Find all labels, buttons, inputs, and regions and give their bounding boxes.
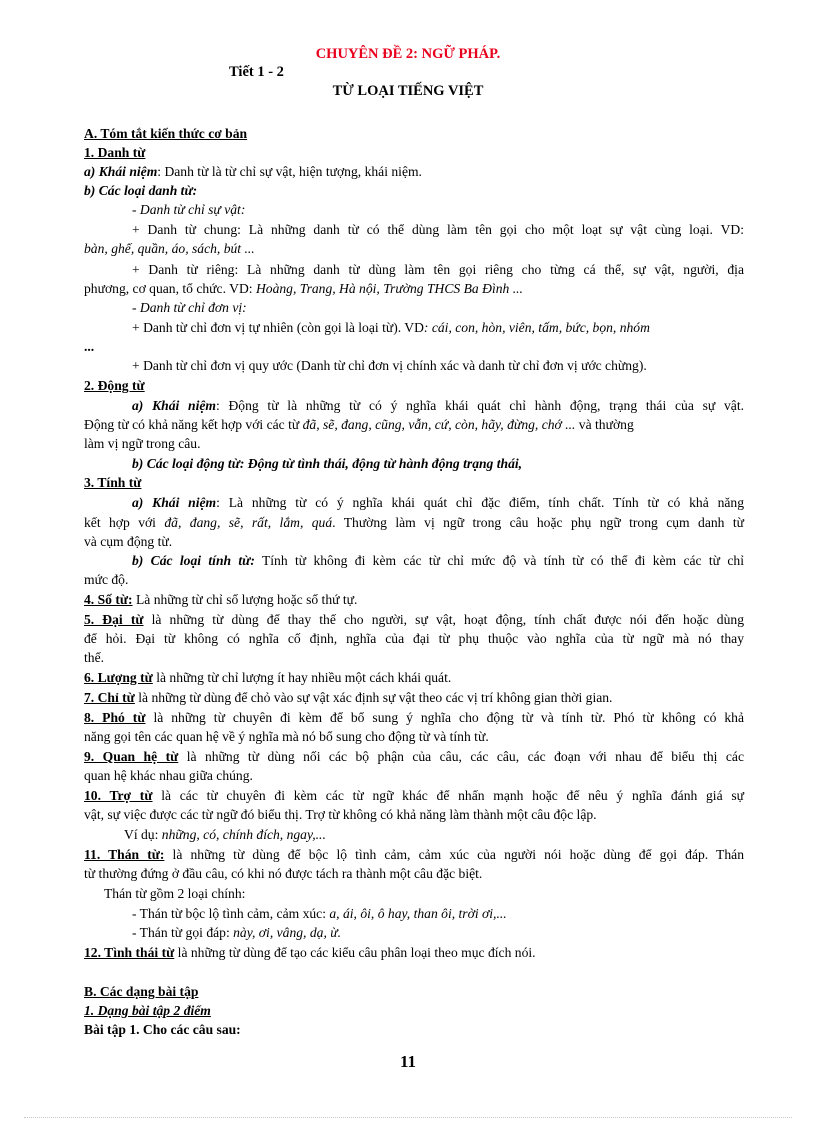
indicator-line: 7. Chỉ từ là những từ dùng để chỏ vào sự vật xác định sự vật theo các vị trí không gian thời gian. [84, 690, 613, 705]
adverb-line1: 8. Phó từ là những từ chuyên đi kèm để bổ sung ý nghĩa cho động từ và tính từ. Phó từ không có khả [84, 710, 744, 725]
interjection-line1: 11. Thán từ: là những từ dùng để bộc lộ tình cảm, cảm xúc của người nói hoặc dùng để gọi đáp. Thán [84, 847, 744, 862]
noun-concept: a) Khái niệm: Danh từ là từ chỉ sự vật, hiện tượng, khái niệm. [84, 164, 422, 179]
page-bottom-rule [24, 1117, 792, 1118]
particle-example: Ví dụ: những, có, chính đích, ngay,... [124, 827, 326, 842]
adjective-line1: a) Khái niệm: Là những từ có ý nghĩa khái quát chỉ đặc điểm, tính chất. Tính từ có khả năng [132, 495, 744, 510]
section-a-title: A. Tóm tắt kiến thức cơ bản [84, 126, 248, 141]
noun-conventional: + Danh từ chỉ đơn vị quy ước (Danh từ chỉ đơn vị chính xác và danh từ chỉ đơn vị ước chừng). [132, 358, 647, 373]
verb-types: b) Các loại động từ: Động từ tình thái, động từ hành động trạng thái, [132, 456, 523, 471]
relation-line1: 9. Quan hệ từ là những từ dùng nối các bộ phận của câu, các câu, các đoạn với nhau để biểu thị các [84, 749, 744, 764]
adjective-line2: kết hợp với đã, đang, sẽ, rất, lắm, quá. Thường làm vị ngữ trong câu hoặc phụ ngữ trong cụm danh từ [84, 515, 744, 530]
pronoun-line1: 5. Đại từ là những từ dùng để thay thế cho người, sự vật, hoạt động, tính chất được nói đến hoặc dùng [84, 612, 744, 627]
noun-common-line1: + Danh từ chung: Là những danh từ có thể dùng làm tên gọi cho một loạt sự vật cùng loại. VD: [132, 222, 744, 237]
pronoun-line3: thế. [84, 650, 105, 665]
modal-line: 12. Tình thái từ là những từ dùng để tạo các kiểu câu phân loại theo mục đích nói. [84, 945, 536, 960]
section-b-title: B. Các dạng bài tập [84, 984, 199, 999]
interjection-type2: - Thán từ gọi đáp: này, ơi, vâng, dạ, ừ. [132, 925, 342, 940]
main-title: TỪ LOẠI TIẾNG VIỆT [332, 83, 484, 99]
noun-heading: 1. Danh từ [84, 145, 146, 160]
noun-types-label: b) Các loại danh từ: [84, 183, 198, 198]
pronoun-line2: để hỏi. Đại từ không có nghĩa cố định, nghĩa của đại từ phụ thuộc vào nghĩa của từ ngữ mà nó thay [84, 631, 744, 646]
particle-line2: vật, sự việc được các từ ngữ đó biểu thị. Trợ từ không có khả năng làm thành một câu độc lập. [84, 807, 597, 822]
noun-proper-line2: phương, cơ quan, tổ chức. VD: Hoàng, Trang, Hà nội, Trường THCS Ba Đình ... [84, 281, 523, 296]
interjection-line3: Thán từ gồm 2 loại chính: [104, 886, 246, 901]
noun-common-line2: bàn, ghế, quần, áo, sách, bút ... [84, 241, 255, 256]
particle-line1: 10. Trợ từ là các từ chuyên đi kèm các từ ngữ khác để nhấn mạnh hoặc để nêu ý nghĩa đánh giá sự [84, 788, 744, 803]
noun-unit-label: - Danh từ chỉ đơn vị: [132, 300, 247, 315]
lesson-label: Tiết 1 - 2 [229, 64, 284, 80]
quantifier-line: 6. Lượng từ là những từ chỉ lượng ít hay nhiều một cách khái quát. [84, 670, 452, 685]
verb-line2: Động từ có khả năng kết hợp với các từ đã, sẽ, đang, cũng, vẫn, cứ, còn, hãy, đừng, chớ ... và thường [84, 417, 634, 432]
adverb-line2: năng gọi tên các quan hệ về ý nghĩa mà nó bổ sung cho động từ và tính từ. [84, 729, 489, 744]
noun-thing-label: - Danh từ chỉ sự vật: [132, 202, 246, 217]
adjective-types-line1: b) Các loại tính từ: Tính từ không đi kèm các từ chỉ mức độ và tính từ có thể đi kèm các từ chỉ [132, 553, 744, 568]
adjective-heading: 3. Tính từ [84, 475, 142, 490]
interjection-line2: từ thường đứng ở đầu câu, có khi nó được tách ra thành một câu đặc biệt. [84, 866, 483, 881]
numeral-line: 4. Số từ: Là những từ chỉ số lượng hoặc số thứ tự. [84, 592, 358, 607]
noun-natural-line1: + Danh từ chỉ đơn vị tự nhiên (còn gọi là loại từ). VD: cái, con, hòn, viên, tấm, bức, bọn, nhóm [132, 320, 650, 335]
verb-line3: làm vị ngữ trong câu. [84, 436, 201, 451]
interjection-type1: - Thán từ bộc lộ tình cảm, cảm xúc: a, ái, ôi, ô hay, than ôi, trời ơi,... [132, 906, 507, 921]
verb-line1: a) Khái niệm: Động từ là những từ có ý nghĩa khái quát chỉ hành động, trạng thái của sự vật. [132, 398, 744, 413]
chapter-title: CHUYÊN ĐỀ 2: NGỮ PHÁP. [315, 46, 501, 62]
section-b-subtitle: 1. Dạng bài tập 2 điểm [84, 1003, 211, 1018]
noun-proper-line1: + Danh từ riêng: Là những danh từ dùng làm tên gọi riêng cho từng cá thể, sự vật, người, địa [132, 262, 744, 277]
adjective-line3: và cụm động từ. [84, 534, 173, 549]
verb-heading: 2. Động từ [84, 378, 145, 393]
adjective-types-line2: mức độ. [84, 572, 129, 587]
noun-natural-line2: ... [84, 339, 95, 354]
exercise-1-title: Bài tập 1. Cho các câu sau: [84, 1022, 241, 1037]
page-number: 11 [399, 1052, 417, 1071]
relation-line2: quan hệ khác nhau giữa chúng. [84, 768, 253, 783]
